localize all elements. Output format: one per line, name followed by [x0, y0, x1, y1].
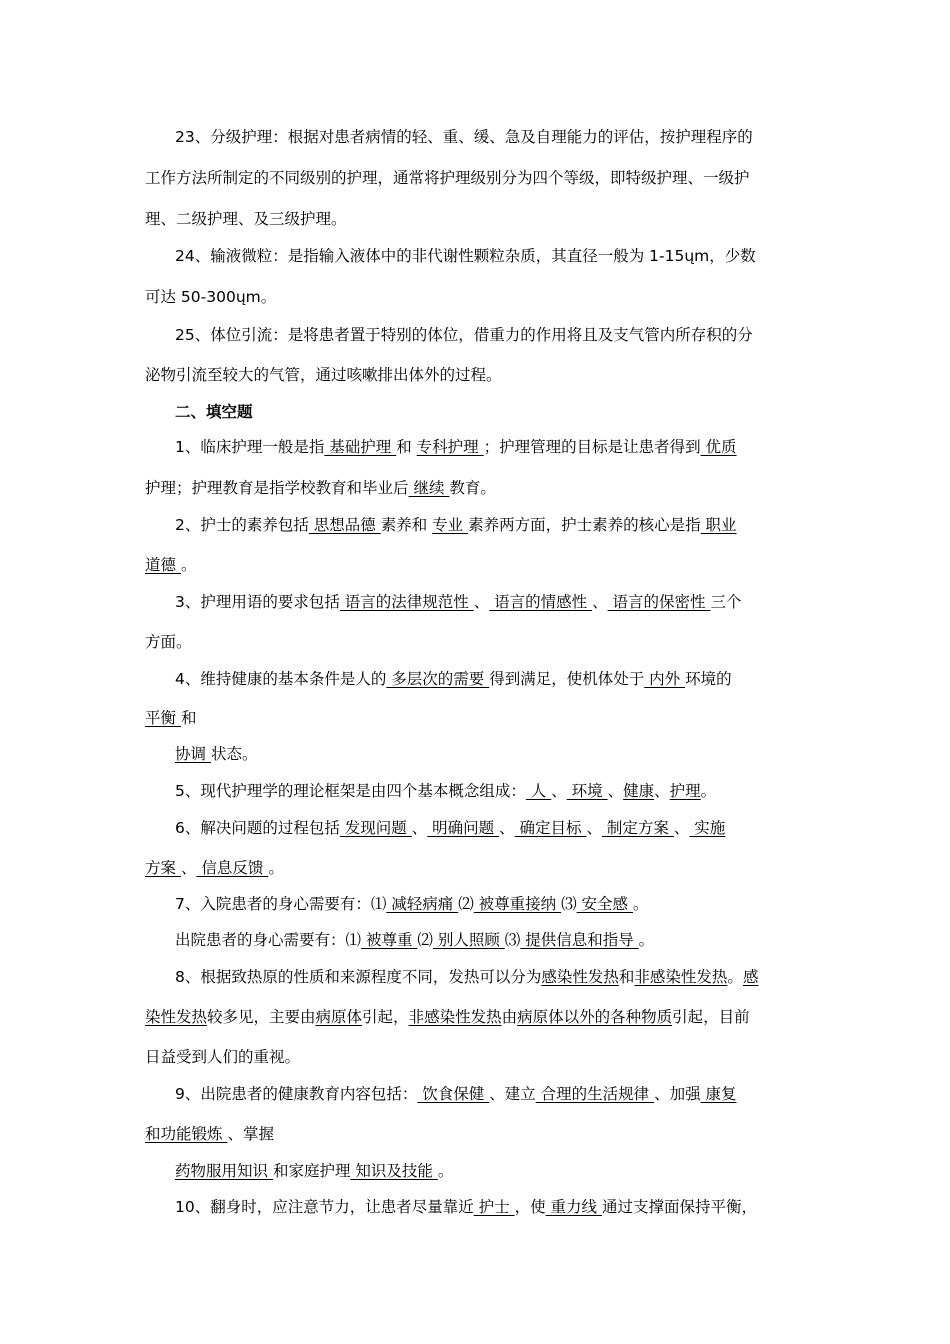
- question-text: 3、护理用语的要求包括: [175, 593, 340, 611]
- definition-23-line-2: 工作方法所制定的不同级别的护理，通常将护理级别分为四个等级，即特级护理、一级护: [145, 169, 750, 187]
- question-5-line-1: [175, 781, 716, 801]
- question-8-line-2: [145, 1007, 750, 1027]
- question-text: 方面。: [145, 633, 192, 651]
- question-text: 较多见，主要由: [207, 1008, 316, 1026]
- question-text: 由: [501, 1008, 518, 1026]
- definition-25-line-2: 泌物引流至较大的气管，通过咳嗽排出体外的过程。: [145, 366, 502, 384]
- answer-blank: 饮食保健: [417, 1085, 490, 1103]
- definition-23-line-1: 23、分级护理：根据对患者病情的轻、重、缓、急及自理能力的评估，按护理程序的: [175, 128, 753, 146]
- question-text: 6、解决问题的过程包括: [175, 819, 340, 837]
- answer-blank: 药物服用知识: [175, 1162, 273, 1180]
- answer-blank: 确定目标: [514, 819, 587, 837]
- question-text: 。: [638, 931, 655, 949]
- answer-blank: 被尊重接纳: [473, 895, 562, 913]
- question-3-line-1: [175, 592, 742, 612]
- answer-blank: 实施: [689, 819, 726, 837]
- definition-25-line-1: 25、体位引流：是将患者置于特别的体位，借重力的作用将且及支气管内所存积的分: [175, 326, 753, 344]
- question-text: 、: [592, 593, 608, 611]
- question-1-line-2: [145, 478, 496, 498]
- question-text: 、: [473, 593, 490, 611]
- question-text: 4、维持健康的基本条件是人的: [175, 670, 387, 688]
- question-text: 状态。: [210, 745, 258, 763]
- answer-blank: 人: [525, 782, 552, 800]
- question-text: 、: [586, 819, 602, 837]
- answer-blank: 明确问题: [427, 819, 500, 837]
- question-text: 、掌握: [227, 1125, 274, 1143]
- question-text: 引起，目前: [672, 1008, 750, 1026]
- question-9-line-1: [175, 1084, 737, 1104]
- question-text: 和: [180, 709, 197, 727]
- definition-24-line-2: 可达 50-300ųm。: [145, 288, 277, 306]
- question-text: 引起，: [362, 1008, 409, 1026]
- answer-blank: 感: [742, 968, 759, 986]
- answer-blank: 职业: [700, 516, 737, 534]
- question-text: 素养和: [380, 516, 433, 534]
- answer-blank: 语言的情感性: [489, 593, 593, 611]
- question-1-line-1: [175, 437, 737, 457]
- answer-blank: 发现问题: [339, 819, 412, 837]
- answer-blank: 别人照顾: [432, 931, 505, 949]
- answer-blank: 感染性发热: [541, 968, 619, 986]
- answer-blank: 制定方案: [602, 819, 674, 837]
- question-text: 护理；护理教育是指学校教育和毕业后: [145, 479, 409, 497]
- question-3-line-2: [145, 632, 192, 652]
- answer-blank: 专业: [432, 516, 469, 534]
- answer-blank: 康复: [700, 1085, 737, 1103]
- question-text: 5、现代护理学的理论框架是由四个基本概念组成：: [175, 782, 526, 800]
- question-text: 环境的: [685, 670, 732, 688]
- answer-blank: 染性发热: [145, 1008, 208, 1026]
- question-text: 。: [632, 895, 649, 913]
- question-text: ⑵: [458, 895, 474, 913]
- question-9-line-2: [145, 1124, 274, 1144]
- section-title: 二、填空题: [175, 403, 253, 421]
- answer-blank: 语言的法律规范性: [339, 593, 474, 611]
- question-text: 。: [727, 968, 743, 986]
- answer-blank: 方案: [145, 859, 181, 877]
- question-text: 、: [607, 782, 624, 800]
- question-text: ⑶: [504, 931, 521, 949]
- answer-blank: 安全感: [576, 895, 633, 913]
- answer-blank: 知识及技能: [350, 1162, 438, 1180]
- answer-blank: 重力线: [545, 1198, 602, 1216]
- answer-blank: 多层次的需要: [386, 670, 490, 688]
- answer-blank: 减轻病痛: [386, 895, 459, 913]
- answer-blank: 优质: [700, 438, 737, 456]
- question-text: 8、根据致热原的性质和来源程度不同，发热可以分为: [175, 968, 542, 986]
- answer-blank: 道德: [145, 556, 181, 574]
- question-text: 、: [499, 819, 515, 837]
- question-text: 、: [551, 782, 567, 800]
- answer-blank: 非感染性发热: [408, 1008, 502, 1026]
- question-text: 、建立: [489, 1085, 536, 1103]
- question-text: 9、出院患者的健康教育内容包括：: [175, 1085, 418, 1103]
- question-text: 日益受到人们的重视。: [145, 1048, 301, 1066]
- question-text: 、: [180, 859, 197, 877]
- question-text: 10、翻身时，应注意节力，让患者尽量靠近: [175, 1198, 474, 1216]
- question-text: 素养两方面，护士素养的核心是指: [468, 516, 701, 534]
- answer-blank: 基础护理: [324, 438, 397, 456]
- answer-blank: 协调: [175, 745, 211, 763]
- answer-blank: 提供信息和指导: [520, 931, 639, 949]
- answer-blank: 护士: [473, 1198, 515, 1216]
- question-text: 和: [396, 438, 417, 456]
- question-text: ，使: [514, 1198, 546, 1216]
- question-8-line-3: [145, 1047, 300, 1067]
- answer-blank: 被尊重: [361, 931, 418, 949]
- question-text: 2、护士的素养包括: [175, 516, 309, 534]
- question-9-line-3: [175, 1161, 453, 1181]
- question-text: 7、入院患者的身心需要有：⑴: [175, 895, 387, 913]
- answer-blank: 继续: [408, 479, 450, 497]
- question-text: 和: [618, 968, 635, 986]
- question-4-line-2: [145, 708, 196, 728]
- question-text: 。: [700, 782, 717, 800]
- question-4-line-3: [175, 744, 257, 764]
- answer-blank: 语言的保密性: [607, 593, 711, 611]
- answer-blank: 环境: [566, 782, 608, 800]
- question-text: 、: [673, 819, 690, 837]
- question-text: 通过支撑面保持平衡，: [601, 1198, 757, 1216]
- answer-blank: 护理: [669, 782, 701, 800]
- question-7-line-1: [175, 894, 649, 914]
- answer-blank: 合理的生活规律: [535, 1085, 655, 1103]
- definition-24-line-1: 24、输液微粒：是指输入液体中的非代谢性颗粒杂质，其直径一般为 1-15ųm，少数: [175, 247, 756, 265]
- answer-blank: 病原体: [315, 1008, 363, 1026]
- question-6-line-1: [175, 818, 725, 838]
- answer-blank: 和功能锻炼: [145, 1125, 228, 1143]
- question-text: 、加强: [654, 1085, 701, 1103]
- answer-blank: 病原体以外的各种物质: [517, 1008, 673, 1026]
- answer-blank: 健康: [623, 782, 655, 800]
- answer-blank: 专科护理: [416, 438, 484, 456]
- answer-blank: 非感染性发热: [634, 968, 728, 986]
- question-text: 。: [180, 556, 197, 574]
- answer-blank: 平衡: [145, 709, 181, 727]
- answer-blank: 内外: [644, 670, 686, 688]
- question-text: 和家庭护理: [272, 1162, 351, 1180]
- question-7-line-2: [175, 930, 654, 950]
- question-text: 出院患者的身心需要有：⑴: [175, 931, 362, 949]
- question-text: 。: [437, 1162, 454, 1180]
- question-text: ；护理管理的目标是让患者得到: [483, 438, 701, 456]
- question-text: ⑵: [417, 931, 433, 949]
- question-2-line-2: [145, 555, 196, 575]
- question-6-line-2: [145, 858, 284, 878]
- question-text: 、: [654, 782, 670, 800]
- question-text: 1、临床护理一般是指: [175, 438, 325, 456]
- question-text: ⑶: [561, 895, 577, 913]
- question-4-line-1: [175, 669, 732, 689]
- definition-23-line-3: 理、二级护理、及三级护理。: [145, 210, 347, 228]
- answer-blank: 信息反馈: [196, 859, 269, 877]
- question-2-line-1: [175, 515, 737, 535]
- question-text: 得到满足，使机体处于: [489, 670, 645, 688]
- question-8-line-1: [175, 967, 758, 987]
- question-text: 。: [268, 859, 284, 877]
- answer-blank: 思想品德: [308, 516, 381, 534]
- question-text: 三个: [710, 593, 742, 611]
- question-10-line-1: [175, 1197, 757, 1217]
- question-text: 、: [411, 819, 428, 837]
- question-text: 教育。: [449, 479, 496, 497]
